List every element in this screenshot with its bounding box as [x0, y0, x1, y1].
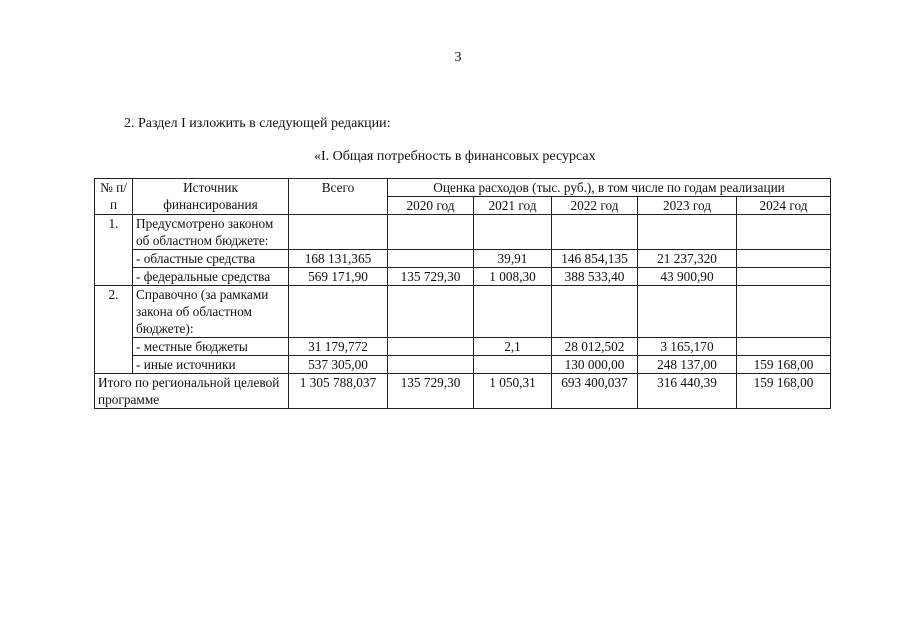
row-label: - иные источники — [133, 356, 289, 374]
cell-2023: 3 165,170 — [638, 338, 737, 356]
finance-table — [94, 178, 831, 409]
table-row — [95, 250, 831, 268]
row-label: - местные бюджеты — [133, 338, 289, 356]
cell-2020: 135 729,30 — [388, 268, 474, 286]
cell-total: 31 179,772 — [289, 338, 388, 356]
cell-2021: 1 050,31 — [474, 374, 552, 409]
cell-2020 — [388, 338, 474, 356]
cell-total: 537 305,00 — [289, 356, 388, 374]
header-num: № п/п — [95, 179, 133, 215]
total-label: Итого по региональной целевой программе — [95, 374, 289, 409]
cell-2023: 248 137,00 — [638, 356, 737, 374]
section-num: 1. — [95, 215, 133, 286]
section-num: 2. — [95, 286, 133, 374]
cell-2022: 130 000,00 — [552, 356, 638, 374]
cell-total: 168 131,365 — [289, 250, 388, 268]
section-row — [95, 215, 831, 250]
cell-2023: 21 237,320 — [638, 250, 737, 268]
table-row — [95, 356, 831, 374]
cell-2020 — [388, 250, 474, 268]
header-year-2021: 2021 год — [474, 197, 552, 215]
table-title: «I. Общая потребность в финансовых ресурсах — [314, 149, 596, 164]
section-title: Справочно (за рамками закона об областном бюджете): — [133, 286, 289, 338]
cell-2024: 159 168,00 — [737, 356, 831, 374]
cell-2022: 388 533,40 — [552, 268, 638, 286]
intro-paragraph: 2. Раздел I изложить в следующей редакции: — [124, 116, 391, 131]
cell-2021: 39,91 — [474, 250, 552, 268]
row-label: - федеральные средства — [133, 268, 289, 286]
section-title: Предусмотрено законом об областном бюджете: — [133, 215, 289, 250]
cell-2022: 28 012,502 — [552, 338, 638, 356]
cell-2024: 159 168,00 — [737, 374, 831, 409]
cell-2021: 1 008,30 — [474, 268, 552, 286]
header-year-2024: 2024 год — [737, 197, 831, 215]
table-row — [95, 268, 831, 286]
section-row — [95, 286, 831, 338]
row-label: - областные средства — [133, 250, 289, 268]
cell-2024 — [737, 250, 831, 268]
table-row — [95, 338, 831, 356]
cell-2022: 146 854,135 — [552, 250, 638, 268]
total-row — [95, 374, 831, 409]
header-source: Источник финансирования — [133, 179, 289, 215]
cell-2020 — [388, 356, 474, 374]
cell-total: 569 171,90 — [289, 268, 388, 286]
cell-2022: 693 400,037 — [552, 374, 638, 409]
cell-total: 1 305 788,037 — [289, 374, 388, 409]
cell-2023: 316 440,39 — [638, 374, 737, 409]
header-year-2022: 2022 год — [552, 197, 638, 215]
page-number: 3 — [454, 50, 462, 65]
cell-2023: 43 900,90 — [638, 268, 737, 286]
cell-2021: 2,1 — [474, 338, 552, 356]
header-year-2023: 2023 год — [638, 197, 737, 215]
header-estimate: Оценка расходов (тыс. руб.), в том числе по годам реализации — [388, 179, 831, 197]
cell-2021 — [474, 356, 552, 374]
cell-2024 — [737, 268, 831, 286]
header-total: Всего — [289, 179, 388, 215]
cell-2020: 135 729,30 — [388, 374, 474, 409]
header-year-2020: 2020 год — [388, 197, 474, 215]
cell-2024 — [737, 338, 831, 356]
